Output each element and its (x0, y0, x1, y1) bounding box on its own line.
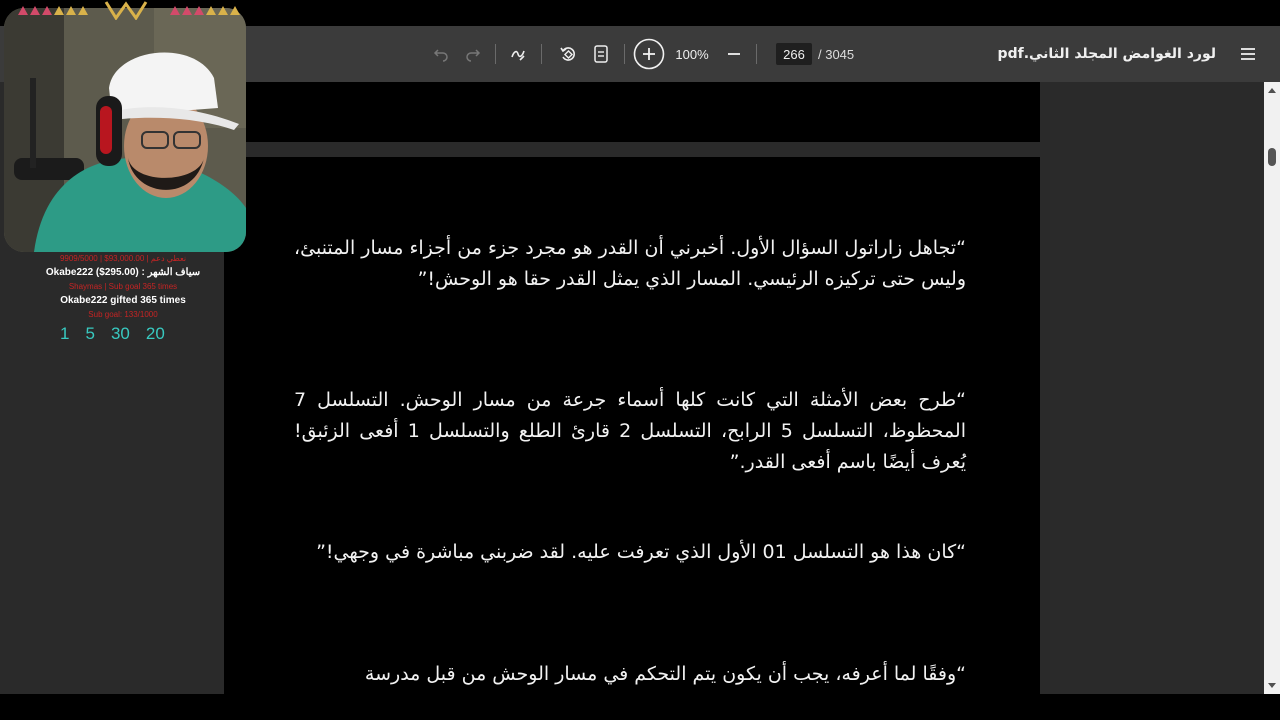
toolbar-divider (541, 44, 542, 64)
zoom-out-button[interactable] (720, 26, 748, 82)
document-title: لورد الغوامض المجلد الثاني.pdf (997, 46, 1216, 62)
scrollbar-thumb[interactable] (1268, 148, 1276, 166)
top-donor-text: Okabe222 ($295.00) : سياف الشهر (45, 267, 201, 278)
goal-number: 20 (145, 324, 165, 343)
zoom-level[interactable] (671, 26, 713, 82)
donation-goal-text: 9909/5000 | $93,000.00 | نعطي دعم (59, 254, 187, 263)
draw-button[interactable] (503, 26, 533, 82)
decorative-pattern (18, 0, 52, 20)
undo-icon (433, 46, 449, 62)
chevron-up-icon (1268, 87, 1276, 93)
goal-number: 1 (60, 324, 70, 343)
scroll-up-button[interactable] (1264, 82, 1280, 98)
page-view-icon (593, 45, 609, 63)
undo-button[interactable] (426, 26, 456, 82)
goal-number: 30 (110, 324, 130, 343)
pdf-page-current (224, 157, 1040, 694)
goal-number: 5 (85, 324, 95, 343)
sub-goal-text: Shaymas | Sub goal 365 times (68, 282, 178, 291)
rotate-button[interactable] (553, 26, 583, 82)
toolbar-divider (624, 44, 625, 64)
page-number-input[interactable]: 266 (776, 43, 812, 65)
zoom-out-icon (727, 47, 741, 61)
scroll-down-button[interactable] (1264, 678, 1280, 694)
paragraph: “طرح بعض الأمثلة التي كانت كلها أسماء جرعة من مسار الوحش. التسلسل 7 المحظوظ، التسلسل 5 الرابح، التسلسل 2 قارئ الطلع والتسلسل 1 أفعى الزئبق! يُعرف أيضًا باسم أفعى القدر.” (294, 389, 966, 473)
gift-text: Okabe222 gifted 365 times (60, 295, 186, 306)
sub-count-text: Sub goal: 133/1000 (88, 310, 158, 319)
chevron-down-icon (1268, 683, 1276, 689)
zoom-in-icon (633, 38, 665, 70)
toolbar-divider (495, 44, 496, 64)
paragraph: “تجاهل زاراتول السؤال الأول. أخبرني أن القدر هو مجرد جزء من أجزاء مسار المتنبئ، وليس حتى تركيزه الرئيسي. المسار الذي يمثل القدر حقا هو الوحش!” (294, 237, 966, 290)
stream-stats (0, 252, 246, 322)
page-total: / 3045 (818, 46, 855, 62)
zoom-in-button[interactable] (633, 26, 665, 82)
stream-overlay (0, 0, 246, 360)
rotate-icon (559, 45, 577, 63)
paragraph: “وفقًا لما أعرفه، يجب أن يكون يتم التحكم في مسار الوحش من قبل مدرسة (364, 663, 966, 685)
goal-numbers (60, 324, 165, 344)
menu-icon (1240, 47, 1256, 61)
redo-icon (465, 46, 481, 62)
decorative-pattern (206, 0, 240, 20)
draw-icon (509, 45, 527, 63)
pdf-page-previous (224, 82, 1040, 142)
streamer-image (4, 8, 246, 252)
crown-logo (104, 0, 148, 20)
menu-button[interactable] (1236, 26, 1260, 82)
webcam-feed (4, 8, 246, 252)
vertical-scrollbar[interactable] (1264, 82, 1280, 694)
redo-button[interactable] (458, 26, 488, 82)
decorative-pattern (54, 0, 88, 20)
toolbar-divider (756, 44, 757, 64)
paragraph: “كان هذا هو التسلسل 01 الأول الذي تعرفت عليه. لقد ضربني مباشرة في وجهي!” (316, 541, 966, 563)
page-view-button[interactable] (586, 26, 616, 82)
decorative-pattern (170, 0, 204, 20)
zoom-value: 100% (675, 46, 709, 62)
